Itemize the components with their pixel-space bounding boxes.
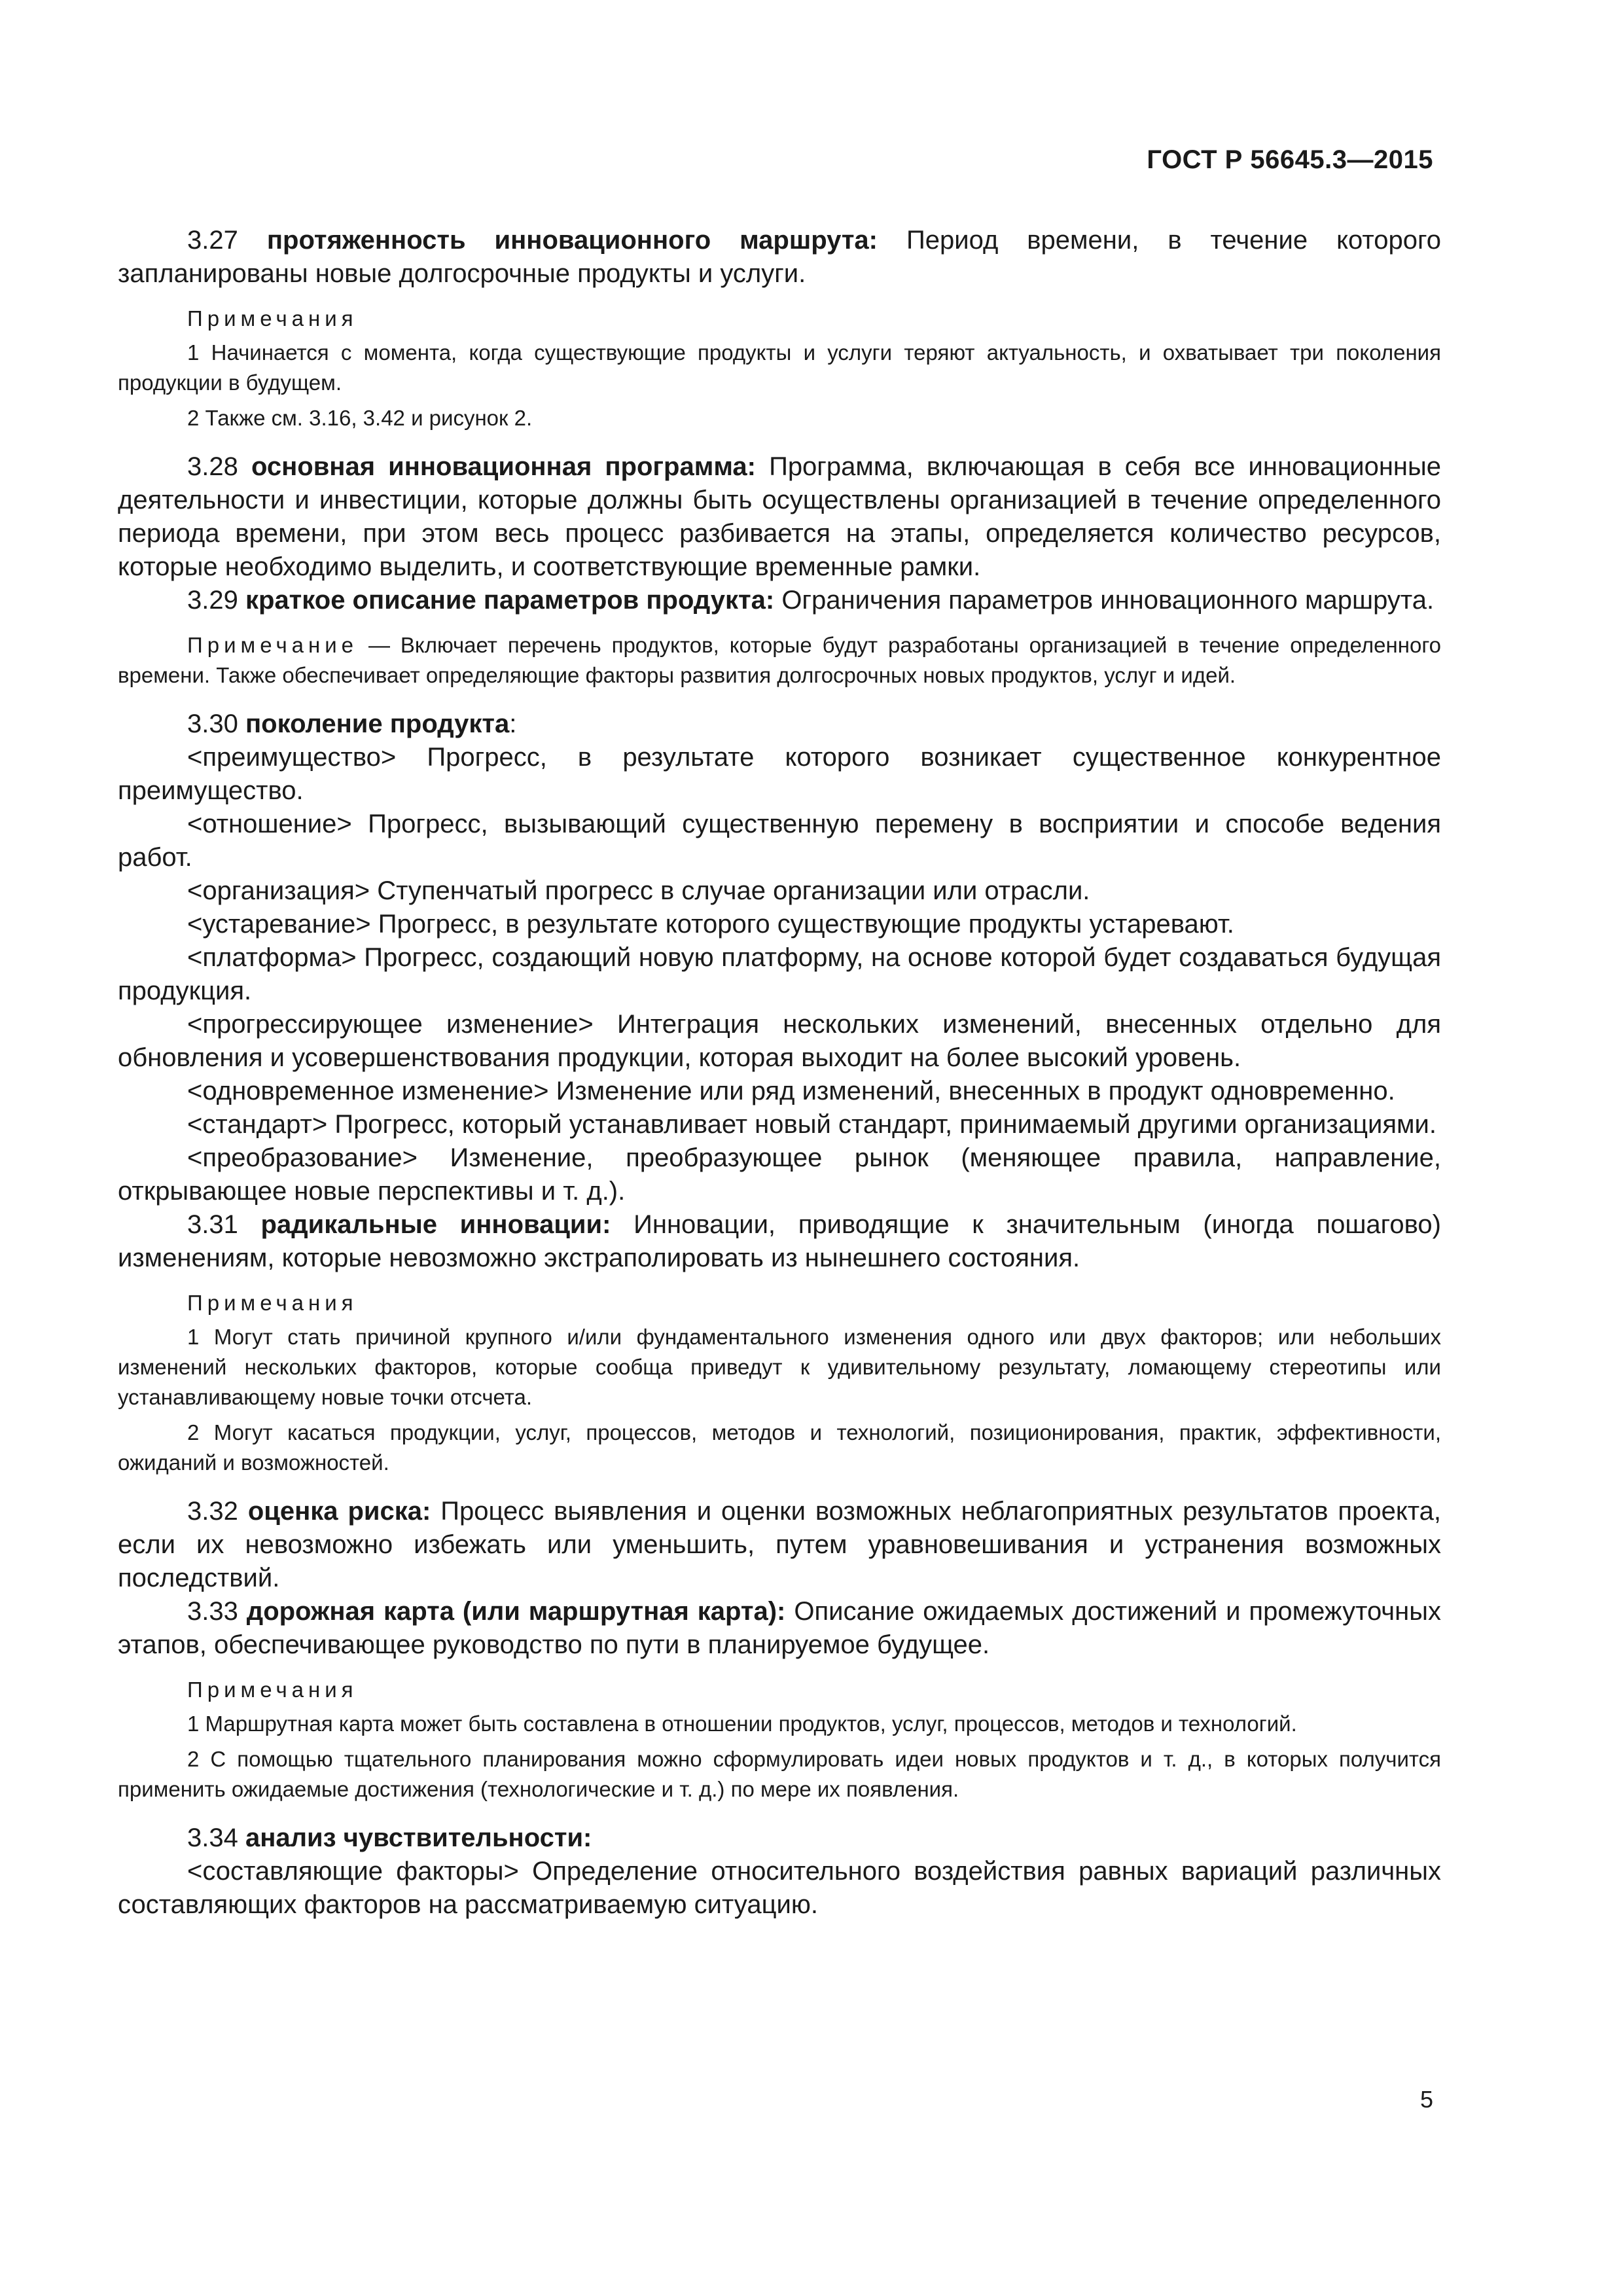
page-number: 5 — [1419, 2086, 1433, 2113]
definition: Ограничения параметров инновационного маршрута. — [781, 586, 1435, 615]
list-item: <организация> Ступенчатый прогресс в случае организации или отрасли. — [187, 876, 1090, 905]
clause-3-32 — [118, 1495, 1441, 1595]
document-header: ГОСТ Р 56645.3—2015 — [1147, 145, 1433, 174]
clause-number: 3.28 — [187, 452, 238, 481]
clause-number: 3.31 — [187, 1210, 238, 1239]
note — [118, 630, 1441, 691]
note: 2 Могут касаться продукции, услуг, процессов, методов и технологий, позиционирования, практик, эффективности, ожиданий и возможностей. — [118, 1420, 1441, 1475]
clause-number: 3.29 — [187, 586, 238, 615]
note: 1 Начинается с момента, когда существующие продукты и услуги теряют актуальность, и охватывает три поколения продукции в будущем. — [118, 340, 1441, 395]
note-text: — Включает перечень продуктов, которые будут разработаны организацией в течение определенного времени. Также обеспечивает определяющие факторы развития долгосрочных новых продуктов, услуг и идей. — [118, 633, 1441, 687]
definition: Период времени, в течение которого запланированы новые долгосрочные продукты и услуги. — [118, 226, 1441, 288]
note: 2 С помощью тщательного планирования можно сформулировать идеи новых продуктов и т. д., в которых получится применить ожидаемые достижения (технологические и т. д.) по мере их появления. — [118, 1747, 1441, 1801]
list-item: <прогрессирующее изменение> Интеграция нескольких изменений, внесенных отдельно для обновления и усовершенствования продукции, которая выходит на более высокий уровень. — [118, 1010, 1441, 1072]
term-colon: : — [509, 709, 517, 738]
definition: <составляющие факторы> Определение относительного воздействия равных вариаций различных составляющих факторов на рассматриваемую ситуацию. — [118, 1857, 1441, 1919]
definition: Процесс выявления и оценки возможных неблагоприятных результатов проекта, если их невозможно избежать или уменьшить, путем уравновешивания и устранения возможных последствий. — [118, 1497, 1442, 1592]
term: радикальные инновации: — [260, 1210, 611, 1239]
page-content — [118, 224, 1441, 1922]
notes-title: Примечания — [187, 1291, 358, 1315]
notes-title: Примечания — [187, 1677, 358, 1702]
clause-number: 3.30 — [187, 709, 238, 738]
clause-number: 3.27 — [187, 226, 238, 255]
clause-3-30 — [118, 708, 1441, 741]
term: протяженность инновационного маршрута: — [266, 226, 878, 255]
clause-3-33 — [118, 1595, 1441, 1662]
notes-title: Примечания — [187, 306, 358, 331]
note: 1 Могут стать причиной крупного и/или фундаментального изменения одного или двух факторов; или небольших изменений нескольких факторов, которые сообща приведут к удивительному результату, ломающему стереотипы или устанавливающему новые точки отсчета. — [118, 1325, 1441, 1409]
term: дорожная карта (или маршрутная карта): — [246, 1597, 786, 1626]
clause-number: 3.33 — [187, 1597, 238, 1626]
definition: Инновации, приводящие к значительным (иногда пошагово) изменениям, которые невозможно экстраполировать из нынешнего состояния. — [118, 1210, 1441, 1272]
list-item: <устаревание> Прогресс, в результате которого существующие продукты устаревают. — [187, 910, 1234, 939]
list-item: <одновременное изменение> Изменение или ряд изменений, внесенных в продукт одновременно. — [187, 1077, 1395, 1105]
definition: Описание ожидаемых достижений и промежуточных этапов, обеспечивающее руководство по пути в планируемое будущее. — [118, 1597, 1441, 1659]
clause-number: 3.32 — [187, 1497, 238, 1526]
term: поколение продукта — [245, 709, 510, 738]
clause-3-34 — [118, 1821, 1441, 1855]
clause-3-28 — [118, 450, 1441, 584]
clause-3-29 — [118, 584, 1441, 617]
note: 1 Маршрутная карта может быть составлена в отношении продуктов, услуг, процессов, методов и технологий. — [187, 1712, 1297, 1736]
definition: Программа, включающая в себя все инновационные деятельности и инвестиции, которые должны быть осуществлены организацией в течение определенного периода времени, при этом весь процесс разбивается на этапы, определяется количество ресурсов, которые необходимо выделить, и соответствующие временные рамки. — [118, 452, 1441, 581]
note-lead: Примечание — [187, 633, 359, 657]
term: основная инновационная программа: — [251, 452, 756, 481]
term: краткое описание параметров продукта: — [245, 586, 775, 615]
list-item: <платформа> Прогресс, создающий новую платформу, на основе которой будет создаваться будущая продукция. — [118, 943, 1441, 1005]
clause-3-31 — [118, 1208, 1441, 1275]
term: анализ чувствительности: — [245, 1823, 592, 1852]
list-item: <отношение> Прогресс, вызывающий существенную перемену в восприятии и способе ведения работ. — [118, 810, 1441, 872]
list-item: <преимущество> Прогресс, в результате которого возникает существенное конкурентное преимущество. — [118, 743, 1441, 805]
clause-3-27 — [118, 224, 1441, 291]
note: 2 Также см. 3.16, 3.42 и рисунок 2. — [187, 406, 533, 430]
clause-number: 3.34 — [187, 1823, 238, 1852]
list-item: <стандарт> Прогресс, который устанавливает новый стандарт, принимаемый другими организациями. — [187, 1110, 1436, 1139]
list-item: <преобразование> Изменение, преобразующее рынок (меняющее правила, направление, открывающее новые перспективы и т. д.). — [118, 1143, 1441, 1206]
term: оценка риска: — [247, 1497, 431, 1526]
